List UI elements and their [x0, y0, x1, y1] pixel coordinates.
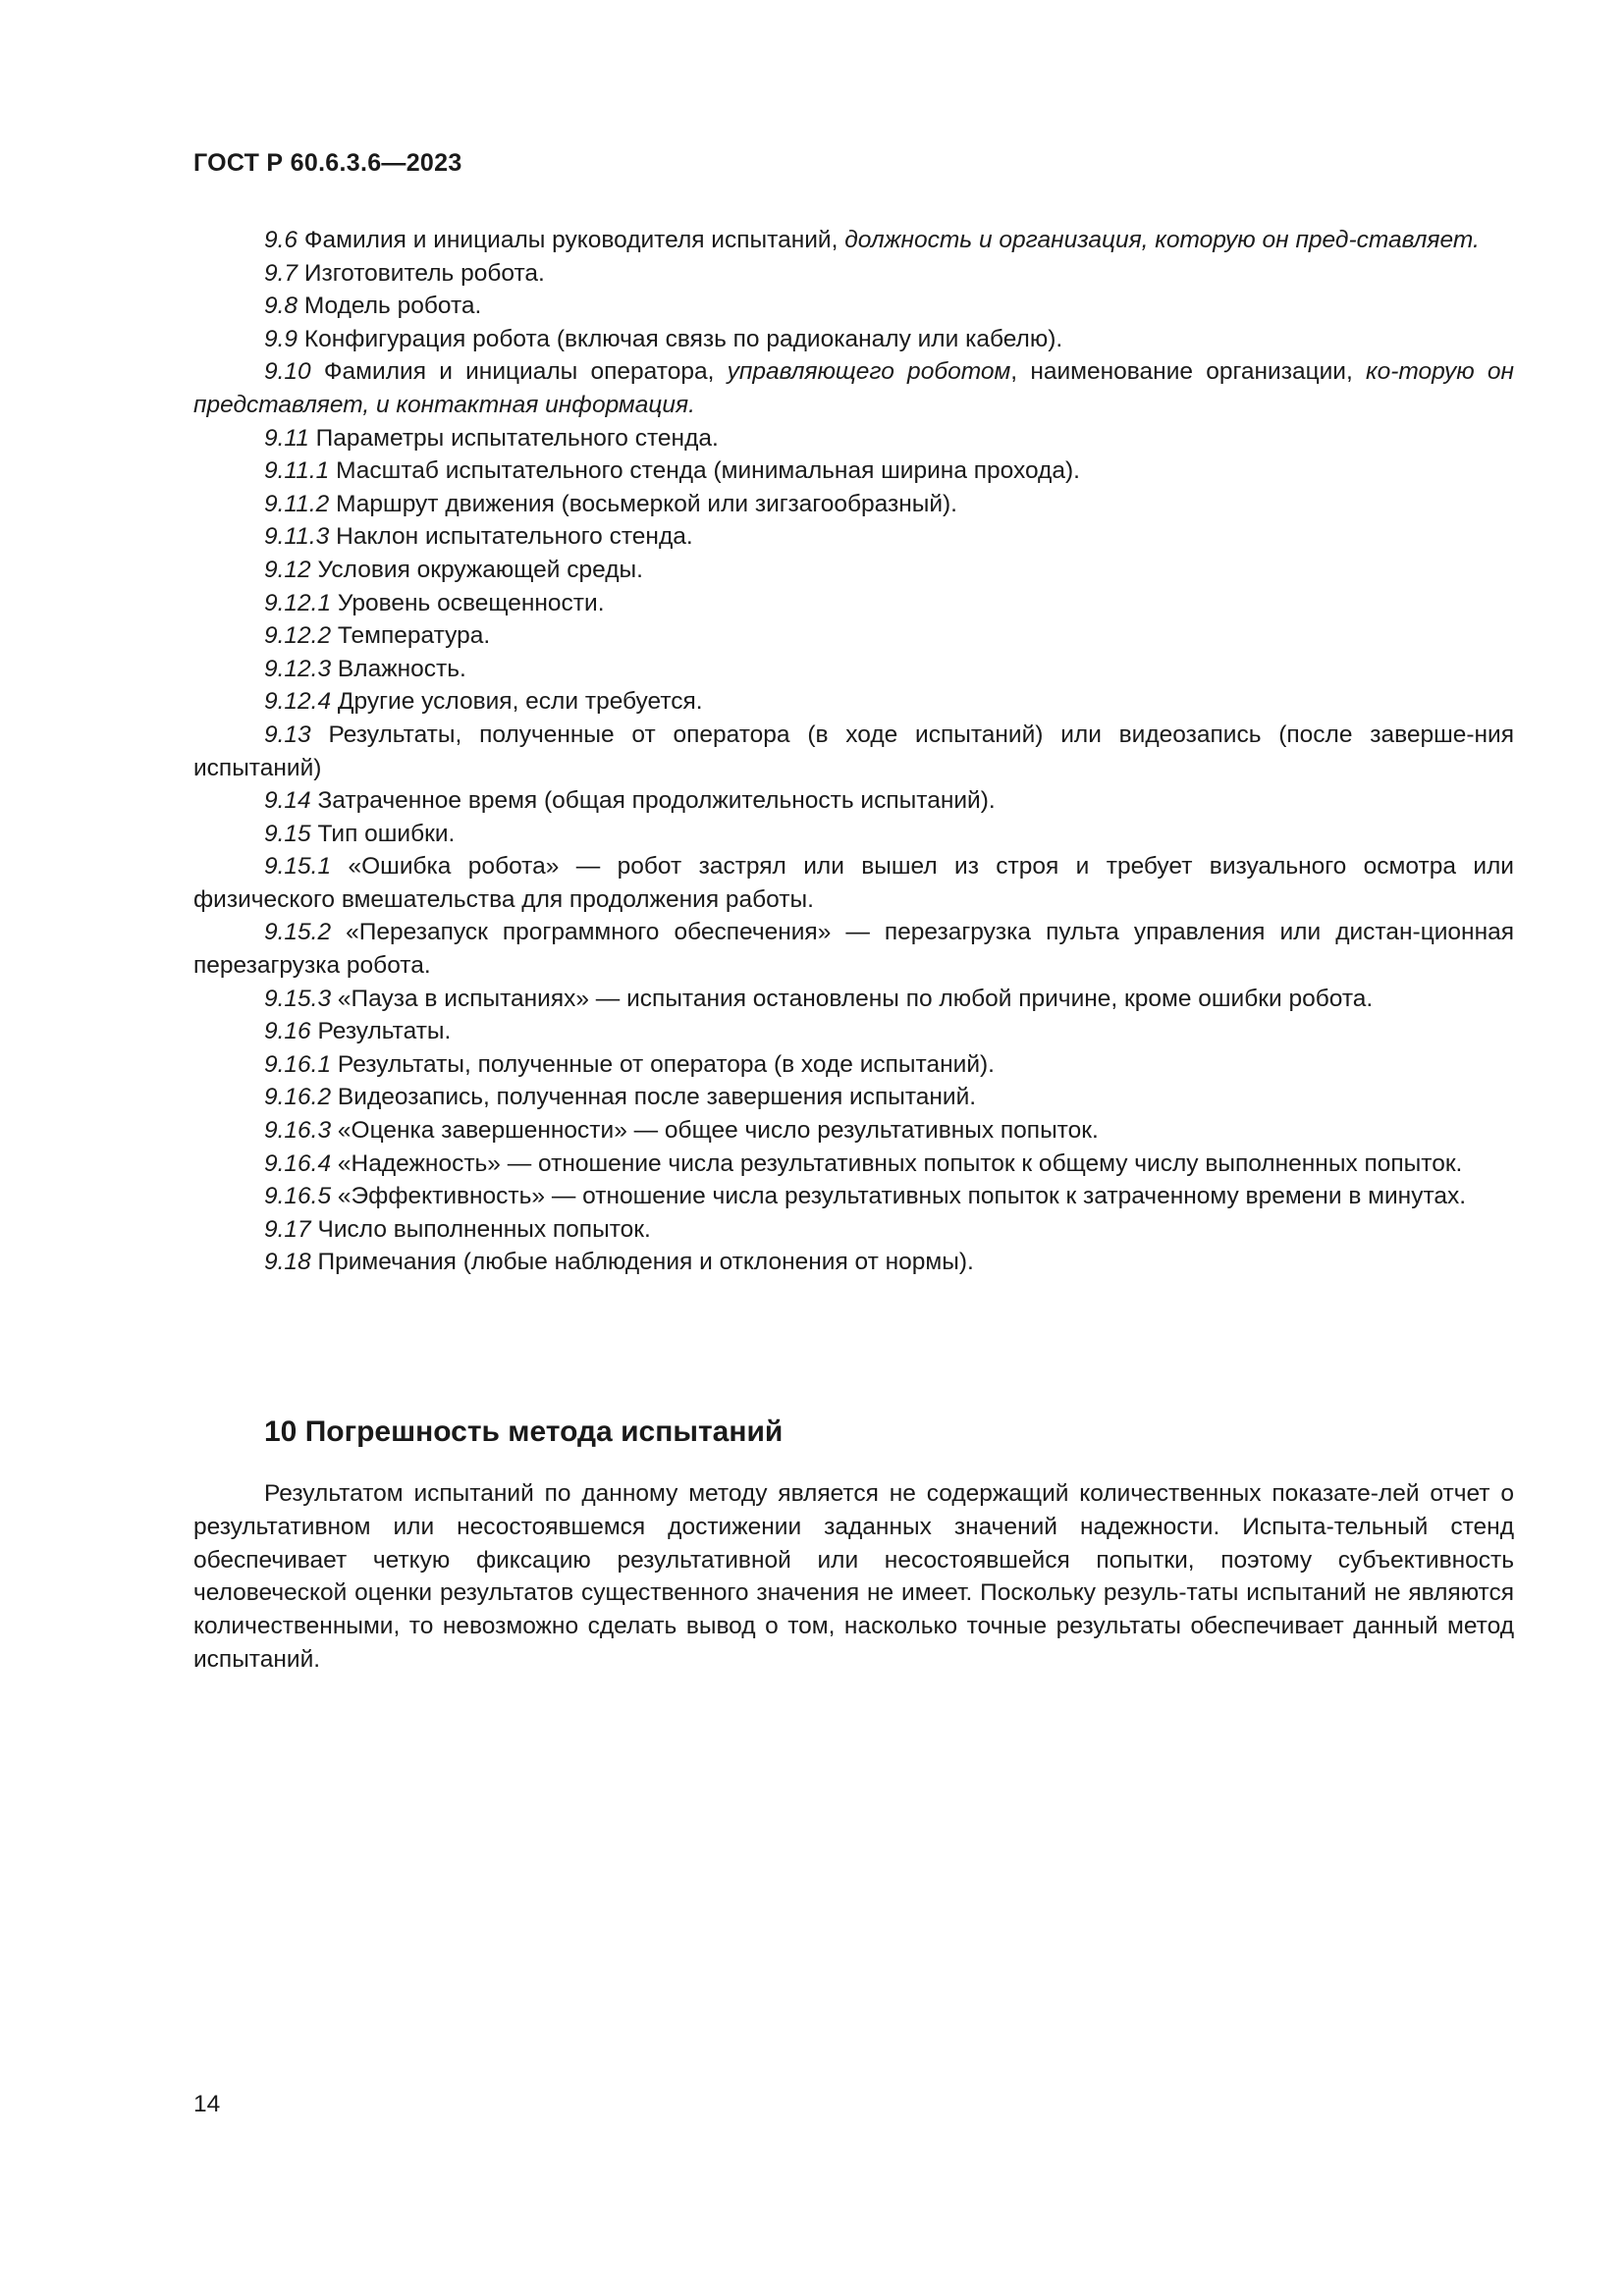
- item-text: Видеозапись, полученная после завершения испытаний.: [331, 1084, 977, 1111]
- list-item: [193, 520, 1514, 554]
- list-item: [193, 818, 1514, 851]
- list-item: [193, 784, 1514, 818]
- item-text: Маршрут движения (восьмеркой или зигзагообразный).: [329, 490, 957, 517]
- item-text: Наклон испытательного стенда.: [329, 523, 693, 551]
- item-number: 9.15.1: [264, 853, 332, 881]
- item-text: Температура.: [331, 622, 491, 650]
- list-item: [193, 422, 1514, 455]
- report-items-list: [193, 224, 1514, 1279]
- item-italic-text: управляющего роботом: [727, 358, 1011, 386]
- list-item: [193, 355, 1514, 421]
- list-item: [193, 685, 1514, 719]
- item-text: Результаты.: [310, 1018, 452, 1045]
- item-number: 9.12.2: [264, 622, 332, 650]
- list-item: [193, 290, 1514, 323]
- item-number: 9.16.4: [264, 1149, 332, 1177]
- list-item: [193, 850, 1514, 916]
- item-number: 9.16: [264, 1018, 311, 1045]
- item-number: 9.16.1: [264, 1050, 332, 1078]
- item-text: Уровень освещенности.: [331, 589, 605, 616]
- item-text: «Эффективность» — отношение числа результативных попыток к затраченному времени в минутах.: [331, 1183, 1467, 1210]
- list-item: [193, 719, 1514, 784]
- item-number: 9.13: [264, 721, 311, 748]
- item-text: Затраченное время (общая продолжительность испытаний).: [310, 787, 996, 815]
- item-text: Модель робота.: [298, 293, 482, 320]
- item-text: Изготовитель робота.: [298, 259, 545, 287]
- item-italic-text-2: ко-торую он представляет, и контактная информация.: [193, 358, 1514, 418]
- list-item: [193, 257, 1514, 291]
- section-heading: 10 Погрешность метода испытаний: [264, 1415, 784, 1448]
- list-item: [193, 224, 1514, 257]
- item-text: Влажность.: [331, 655, 466, 682]
- item-number: 9.12.1: [264, 589, 332, 616]
- item-text: Масштаб испытательного стенда (минимальная ширина прохода).: [329, 457, 1080, 485]
- list-item: [193, 1246, 1514, 1279]
- item-number: 9.14: [264, 787, 311, 815]
- item-number: 9.12.3: [264, 655, 332, 682]
- item-number: 9.18: [264, 1249, 311, 1276]
- list-item: [193, 1148, 1514, 1181]
- item-number: 9.16.5: [264, 1183, 332, 1210]
- list-item: [193, 983, 1514, 1016]
- item-number: 9.16.2: [264, 1084, 332, 1111]
- list-item: [193, 1114, 1514, 1148]
- item-number: 9.12.4: [264, 688, 332, 716]
- item-text: Фамилия и инициалы руководителя испытаний,: [298, 227, 845, 253]
- list-item: [193, 619, 1514, 653]
- item-text-tail: , наименование организации,: [1010, 358, 1367, 386]
- item-text: Результаты, полученные от оператора (в ходе испытаний).: [331, 1050, 995, 1078]
- list-item: [193, 1213, 1514, 1247]
- item-number: 9.15: [264, 820, 311, 847]
- item-text: Параметры испытательного стенда.: [308, 424, 719, 452]
- item-text: «Ошибка робота» — робот застрял или вышел из строя и требует визуального осмотра или физического вмешательства для продолжения работы.: [193, 853, 1514, 913]
- item-number: 9.15.3: [264, 985, 332, 1012]
- list-item: [193, 653, 1514, 686]
- page-number: 14: [193, 2091, 221, 2117]
- item-number: 9.15.2: [264, 919, 332, 946]
- item-text: Фамилия и инициалы оператора,: [310, 358, 728, 386]
- item-number: 9.10: [264, 358, 311, 386]
- item-italic-text: должность и организация, которую он пред-ставляет.: [844, 227, 1480, 253]
- item-number: 9.11: [264, 424, 309, 452]
- item-text: «Оценка завершенности» — общее число результативных попыток.: [331, 1117, 1099, 1145]
- item-text: Другие условия, если требуется.: [331, 688, 703, 716]
- item-text: Условия окружающей среды.: [310, 556, 643, 583]
- list-item: [193, 1048, 1514, 1082]
- item-number: 9.12: [264, 556, 311, 583]
- item-number: 9.11.2: [264, 490, 330, 517]
- item-number: 9.7: [264, 259, 298, 287]
- item-text: Примечания (любые наблюдения и отклонения от нормы).: [310, 1249, 974, 1276]
- list-item: [193, 1180, 1514, 1213]
- list-item: [193, 554, 1514, 587]
- item-number: 9.6: [264, 227, 298, 253]
- item-number: 9.9: [264, 325, 298, 352]
- item-number: 9.17: [264, 1215, 311, 1243]
- item-number: 9.11.1: [264, 457, 330, 485]
- list-item: [193, 488, 1514, 521]
- list-item: [193, 1015, 1514, 1048]
- item-text: Число выполненных попыток.: [310, 1215, 651, 1243]
- item-text: «Надежность» — отношение числа результативных попыток к общему числу выполненных попыток.: [331, 1149, 1463, 1177]
- item-text: Тип ошибки.: [310, 820, 456, 847]
- document-header: ГОСТ Р 60.6.3.6—2023: [193, 149, 462, 177]
- list-item: [193, 1081, 1514, 1114]
- list-item: [193, 323, 1514, 356]
- item-number: 9.16.3: [264, 1117, 332, 1145]
- item-number: 9.11.3: [264, 523, 330, 551]
- item-text: «Пауза в испытаниях» — испытания остановлены по любой причине, кроме ошибки робота.: [331, 985, 1374, 1012]
- list-item: [193, 916, 1514, 982]
- list-item: [193, 454, 1514, 488]
- section-paragraph: Результатом испытаний по данному методу является не содержащий количественных показате-лей отчет о результативном или несостоявшемся достижении заданных значений надежности. Испыта-тельный стенд обеспечивает четкую фиксацию результативной или несостоявшейся попытки, поэтому субъективность человеческой оценки результатов существенного значения не имеет. Поскольку резуль-таты испытаний не являются количественными, то невозможно сделать вывод о том, насколько точные результаты обеспечивает данный метод испытаний.: [193, 1480, 1514, 1673]
- item-number: 9.8: [264, 293, 298, 320]
- item-text: «Перезапуск программного обеспечения» — перезагрузка пульта управления или дистан-ционная перезагрузка робота.: [193, 919, 1514, 980]
- item-text: Конфигурация робота (включая связь по радиоканалу или кабелю).: [298, 325, 1063, 352]
- list-item: [193, 587, 1514, 620]
- item-text: Результаты, полученные от оператора (в ходе испытаний) или видеозапись (после заверше-ния испытаний): [193, 721, 1514, 781]
